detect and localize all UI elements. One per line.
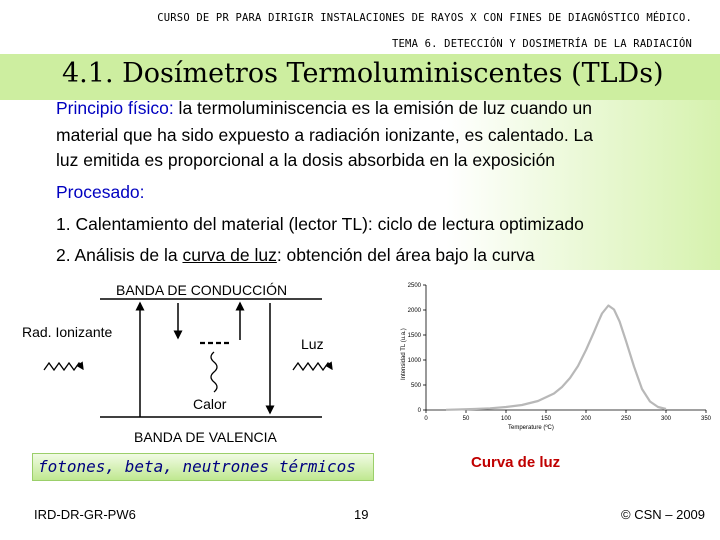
light-curve-term: curva de luz xyxy=(182,245,277,265)
step2-suffix: : obtención del área bajo la curva xyxy=(276,245,535,265)
x-tick-label: 0 xyxy=(424,416,428,422)
x-tick-label: 150 xyxy=(540,416,552,422)
principle-line-3: luz emitida es proporcional a la dosis absorbida en la exposición xyxy=(56,150,556,170)
light-label: Luz xyxy=(301,336,324,352)
topic-header: TEMA 6. DETECCIÓN Y DOSIMETRÍA DE LA RADIACIÓN xyxy=(392,38,692,50)
light-curve-caption: Curva de luz xyxy=(471,454,561,471)
principle-text-1: la termoluminiscencia es la emisión de luz cuando un xyxy=(173,98,592,118)
radiation-types-box xyxy=(32,453,374,481)
principle-label: Principio físico: xyxy=(56,98,174,118)
page-number: 19 xyxy=(354,507,369,522)
band-diagram xyxy=(44,299,332,417)
process-step-1: 1. Calentamiento del material (lector TL): ciclo de lectura optimizado xyxy=(56,214,584,234)
x-tick-label: 200 xyxy=(580,416,592,422)
y-tick-label: 0 xyxy=(417,408,421,414)
step2-prefix: 2. Análisis de la xyxy=(56,245,183,265)
footer-code: IRD-DR-GR-PW6 xyxy=(34,507,136,522)
x-tick-label: 100 xyxy=(500,416,512,422)
chart-xlabel: Temperature (ºC) xyxy=(508,425,554,431)
x-tick-label: 300 xyxy=(660,416,672,422)
course-header: CURSO DE PR PARA DIRIGIR INSTALACIONES DE RAYOS X CON FINES DE DIAGNÓSTICO MÉDICO. xyxy=(157,12,692,24)
x-tick-label: 250 xyxy=(620,416,632,422)
conduction-band-label: BANDA DE CONDUCCIÓN xyxy=(116,282,288,298)
x-tick-label: 350 xyxy=(700,416,712,422)
heat-wave-icon xyxy=(211,352,217,392)
valence-band-label: BANDA DE VALENCIA xyxy=(134,429,277,445)
y-tick-label: 2500 xyxy=(407,283,421,289)
light-curve-series xyxy=(446,306,666,410)
y-tick-label: 2000 xyxy=(407,308,421,314)
light-curve-chart xyxy=(401,283,712,431)
light-wave-icon xyxy=(293,363,332,370)
y-tick-label: 1000 xyxy=(407,358,421,364)
y-tick-label: 500 xyxy=(410,383,421,389)
y-tick-label: 1500 xyxy=(407,333,421,339)
heat-label: Calor xyxy=(193,396,227,412)
chart-ylabel: Intensidad TL (u.a.) xyxy=(401,328,407,380)
principle-line-2: material que ha sido expuesto a radiación ionizante, es calentado. La xyxy=(56,125,594,145)
process-label: Procesado: xyxy=(56,182,145,202)
ionizing-radiation-label: Rad. Ionizante xyxy=(22,324,113,340)
radiation-types-caption: fotones, beta, neutrones térmicos xyxy=(38,457,356,476)
ionizing-wave-icon xyxy=(44,363,83,370)
x-tick-label: 50 xyxy=(462,416,470,422)
slide-title: 4.1. Dosímetros Termoluminiscentes (TLDs) xyxy=(62,58,664,89)
footer-copyright: © CSN – 2009 xyxy=(621,507,706,522)
